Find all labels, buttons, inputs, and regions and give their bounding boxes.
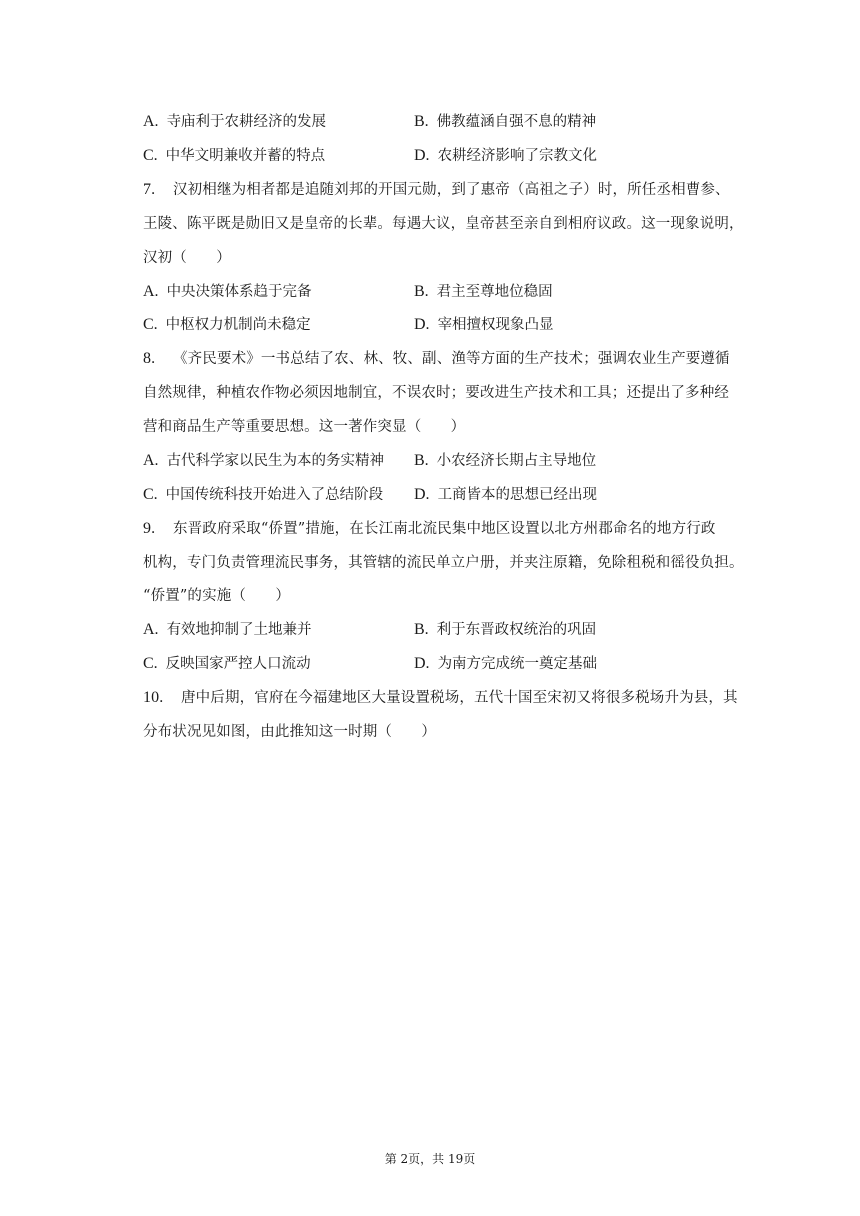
option-text: 小农经济长期占主导地位 <box>436 453 597 469</box>
q7-option-b <box>414 282 553 302</box>
q6-option-d <box>414 146 597 166</box>
page-footer: 第 2页，共 19页 <box>384 1152 476 1166</box>
option-text: 宰相擅权现象凸显 <box>437 317 554 333</box>
option-letter: C. <box>143 147 158 164</box>
option-letter: B. <box>414 283 429 300</box>
q9-stem-line-2: 机构，专门负责管理流民事务，其管辖的流民单立户册，并夹注原籍，免除租税和徭役负担。 <box>143 555 744 571</box>
q9-stem-line-1 <box>143 519 716 539</box>
stem-text: 东晋政府采取“侨置”措施，在长江南北流民集中地区设置以北方州郡命名的地方行政 <box>173 521 716 537</box>
stem-text: 唐中后期，官府在今福建地区大量设置税场，五代十国至宋初又将很多税场升为县，其 <box>181 690 738 706</box>
q9-option-c <box>143 654 311 674</box>
q9-option-a <box>143 620 312 640</box>
option-text: 有效地抑制了土地兼并 <box>166 622 312 638</box>
q7-stem-line-3: 汉初（ ） <box>143 250 231 266</box>
option-text: 为南方完成统一奠定基础 <box>437 656 598 672</box>
option-text: 寺庙利于农耕经济的发展 <box>166 114 327 130</box>
option-letter: D. <box>414 316 430 333</box>
option-letter: A. <box>143 452 159 469</box>
option-letter: B. <box>414 452 429 469</box>
q7-option-a <box>143 282 312 302</box>
option-letter: C. <box>143 655 158 672</box>
stem-text: 汉初相继为相者都是追随刘邦的开国元勋，到了惠帝（高祖之子）时，所任丞相曹参、 <box>173 182 730 198</box>
q7-stem-line-1 <box>143 180 730 200</box>
option-text: 中枢权力机制尚未稳定 <box>165 317 311 333</box>
question-number: 9. <box>143 520 156 537</box>
q8-stem-line-2: 自然规律，种植农作物必须因地制宜，不误农时；要改进生产技术和工具；还提出了多种经 <box>143 385 729 401</box>
stem-text: 《齐民要术》一书总结了农、林、牧、副、渔等方面的生产技术；强调农业生产要遵循 <box>173 351 730 367</box>
option-letter: D. <box>414 147 430 164</box>
q6-option-b <box>414 112 596 132</box>
option-text: 中国传统科技开始进入了总结阶段 <box>165 487 384 503</box>
q8-option-c <box>143 485 383 505</box>
q6-option-a <box>143 112 326 132</box>
q8-stem-line-1 <box>143 349 730 369</box>
q10-stem-line-1 <box>143 688 738 708</box>
q9-option-b <box>414 620 596 640</box>
q9-stem-line-3: “侨置”的实施（ ） <box>143 588 290 604</box>
q9-option-d <box>414 654 597 674</box>
option-text: 古代科学家以民生为本的务实精神 <box>166 453 385 469</box>
option-text: 反映国家严控人口流动 <box>165 656 311 672</box>
option-text: 中央决策体系趋于完备 <box>166 284 312 300</box>
option-text: 农耕经济影响了宗教文化 <box>437 148 598 164</box>
option-text: 君主至尊地位稳固 <box>436 284 553 300</box>
option-text: 利于东晋政权统治的巩固 <box>436 622 597 638</box>
option-letter: A. <box>143 621 159 638</box>
option-letter: C. <box>143 486 158 503</box>
option-text: 佛教蕴涵自强不息的精神 <box>436 114 597 130</box>
option-letter: D. <box>414 655 430 672</box>
q7-option-d <box>414 315 554 335</box>
q10-stem-line-2: 分布状况见如图，由此推知这一时期（ ） <box>143 724 436 740</box>
q8-option-d <box>414 485 597 505</box>
q8-option-b <box>414 451 596 471</box>
question-number: 8. <box>143 350 156 367</box>
question-number: 7. <box>143 181 156 198</box>
q6-option-c <box>143 146 325 166</box>
option-text: 工商皆本的思想已经出现 <box>437 487 598 503</box>
q8-option-a <box>143 451 384 471</box>
option-letter: D. <box>414 486 430 503</box>
q7-stem-line-2: 王陵、陈平既是勋旧又是皇帝的长辈。每遇大议，皇帝甚至亲自到相府议政。这一现象说明， <box>143 216 744 232</box>
option-text: 中华文明兼收并蓄的特点 <box>165 148 326 164</box>
option-letter: B. <box>414 113 429 130</box>
option-letter: A. <box>143 113 159 130</box>
option-letter: A. <box>143 283 159 300</box>
option-letter: B. <box>414 621 429 638</box>
question-number: 10. <box>143 689 164 706</box>
q8-stem-line-3: 营和商品生产等重要思想。这一著作突显（ ） <box>143 419 466 435</box>
option-letter: C. <box>143 316 158 333</box>
q7-option-c <box>143 315 311 335</box>
